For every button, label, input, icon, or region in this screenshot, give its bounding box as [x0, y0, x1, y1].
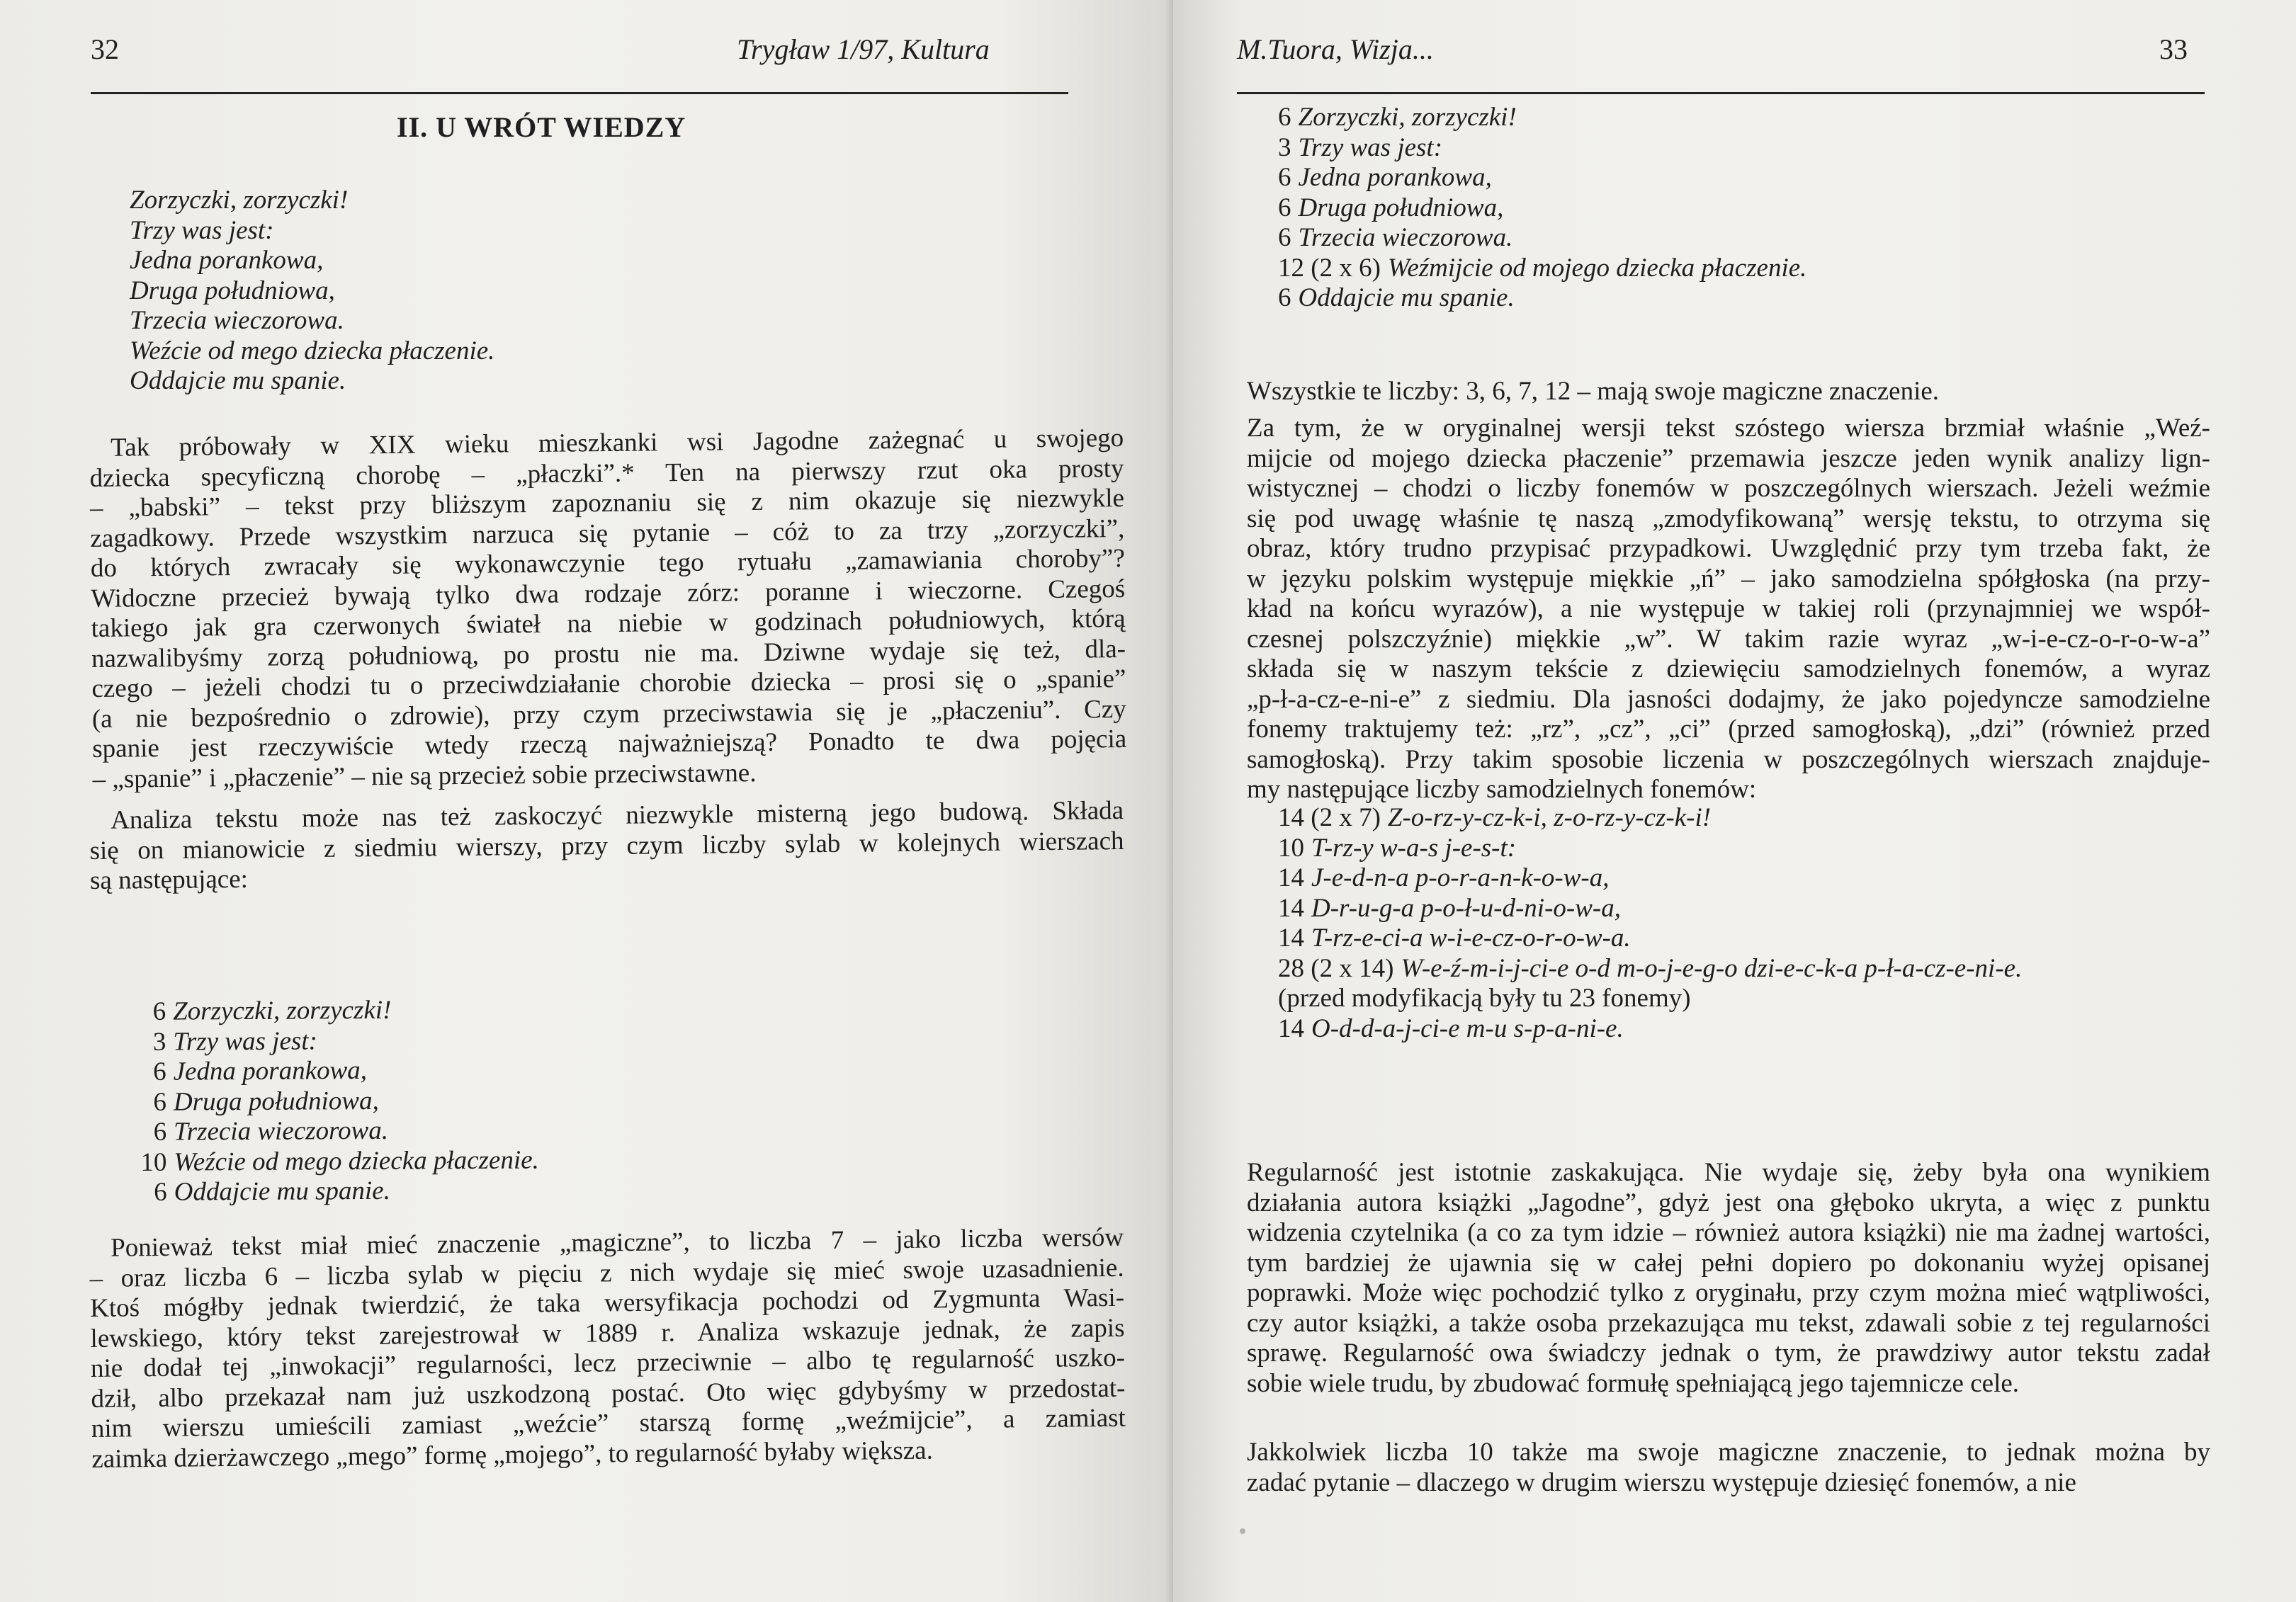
item-text: Druga południowa,: [173, 1086, 379, 1117]
text-line: spanie jest rzeczywiście wtedy rzeczą najważniejszą? Ponadto te dwa pojęcia: [92, 724, 1127, 763]
item-count: 6: [1278, 163, 1291, 192]
list-item: [1278, 254, 1806, 284]
text-line: widzenia czytelnika (a co za tym idzie – również autora książki) nie ma żadnej wartości,: [1247, 1218, 2210, 1247]
poem-line: Trzecia wieczorowa.: [130, 306, 344, 335]
item-count: 3: [1278, 132, 1291, 162]
list-note: (przed modyfikacją były tu 23 fonemy): [1278, 984, 1691, 1013]
item-count: 28 (2 x 14): [1278, 953, 1394, 983]
paper-speck: [1240, 1528, 1245, 1534]
item-count: 6: [153, 1057, 166, 1086]
text-line: się on mianowicie z siedmiu wierszy, przy czym liczby sylab w kolejnych wierszach: [89, 826, 1124, 865]
paragraph-7: [1247, 1438, 2210, 1498]
text-line: (a nie bezpośrednio o zdrowie), przy czym przeciwstawia się je „płaczeniu”. Czy: [91, 694, 1126, 734]
text-line: dziecka specyficzną chorobę – „płaczki”.* Ten na pierwszy rzut oka prosty: [89, 453, 1124, 493]
list-item: [135, 1145, 539, 1178]
poem-line: Zorzyczki, zorzyczki!: [130, 186, 349, 215]
phoneme-list: [1278, 803, 2022, 1044]
list-item: [135, 995, 538, 1028]
list-item: [135, 1115, 539, 1148]
item-count: 6: [1278, 223, 1291, 252]
item-text: Druga południowa,: [1298, 193, 1504, 222]
text-line: czego – jeżeli chodzi tu o przeciwdziałanie chorobie dziecka – prosi się o „spanie”: [91, 664, 1126, 703]
text-line: Regularność jest istotnie zaskakująca. Nie wydaje się, żeby była ona wynikiem: [1247, 1158, 2210, 1187]
syllable-list: [135, 995, 539, 1208]
item-count: 6: [1278, 193, 1291, 222]
list-item: [135, 1085, 539, 1118]
list-item: [1278, 103, 1806, 133]
item-text: Oddajcie mu spanie.: [1298, 283, 1515, 312]
item-text: Weźmijcie od mojego dziecka płaczenie.: [1387, 253, 1807, 283]
item-text: W-e-ź-m-i-j-ci-e o-d m-o-j-e-g-o dzi-e-c-k-a p-ł-a-cz-e-ni-e.: [1401, 953, 2023, 983]
text-line: „p-ł-a-cz-e-ni-e” z siedmiu. Dla jasności dodajmy, że jako pojedyncze samodzielne: [1247, 684, 2210, 714]
text-line: kład na końcu wyrazów), a nie występuje w takiej roli (przynajmniej we współ-: [1247, 594, 2210, 623]
text-line: wistycznej – chodzi o liczby fonemów w poszczególnych wierszach. Jeżeli weźmie: [1247, 474, 2210, 503]
text-line: Jakkolwiek liczba 10 także ma swoje magiczne znaczenie, to jednak można by: [1247, 1438, 2210, 1467]
text-line: nazwalibyśmy zorzą południową, po prostu nie ma. Dziwne wydaje się też, dla-: [91, 634, 1126, 674]
item-count: 14: [1278, 924, 1304, 953]
header-rule-right: [1237, 92, 2205, 94]
list-item: [1278, 283, 1806, 314]
poem-line: Trzy was jest:: [130, 215, 274, 245]
running-head-left: Trygław 1/97, Kultura: [737, 33, 990, 65]
text-line: w języku polskim występuje miękkie „ń” – jako samodzielna spółgłoska (na przy-: [1247, 564, 2210, 593]
text-line: Tak próbowały w XIX wieku mieszkanki wsi Jagodne zażegnać u swojego: [110, 423, 1124, 462]
text-line: się pod uwagę właśnie tę naszą „zmodyfikowaną” wersję tekstu, to otrzyma się: [1247, 504, 2210, 533]
text-line: samogłoską). Przy takim sposobie liczenia w poszczególnych wierszach znajduje-: [1247, 744, 2210, 774]
list-item: [1278, 863, 2022, 894]
text-line: czy autor książki, a także osoba przekazująca mu tekst, zdawali sobie z tej regularności: [1247, 1308, 2210, 1338]
text-line: sprawę. Regularność owa świadczy jednak o tym, że prawdziwy autor tekstu zadał: [1247, 1339, 2210, 1368]
poem-line: Jedna porankowa,: [130, 246, 324, 275]
poem-line: Oddajcie mu spanie.: [130, 366, 346, 395]
text-line: fonemy traktujemy też: „rz”, „cz”, „ci” (przed samogłoską), „dzi” (również przed: [1247, 715, 2210, 744]
list-item: [1278, 163, 1806, 193]
list-item: [1278, 894, 2022, 924]
syllable-list-modified: [1278, 103, 1806, 314]
running-head-right: M.Tuora, Wizja...: [1237, 33, 1434, 65]
header-rule-left: [91, 92, 1068, 94]
text-line: zagadkowy. Przede wszystkim narzuca się pytanie – cóż to za trzy „zorzyczki”,: [90, 513, 1125, 553]
item-text: Trzecia wieczorowa.: [1298, 223, 1513, 252]
item-text: D-r-u-g-a p-o-ł-u-d-ni-o-w-a,: [1311, 893, 1621, 923]
paragraph-3: [89, 1223, 1126, 1475]
section-title: II. U WRÓT WIEDZY: [397, 111, 686, 143]
item-count: 6: [154, 1177, 167, 1207]
item-text: Z-o-rz-y-cz-k-i, z-o-rz-y-cz-k-i!: [1387, 803, 1712, 832]
item-count: 6: [153, 1117, 167, 1147]
item-text: T-rz-y w-a-s j-e-s-t:: [1311, 833, 1517, 863]
list-item: [1278, 133, 1806, 164]
text-line: sobie wiele trudu, by zbudować formułę spełniającą jego tajemnicze cele.: [1247, 1368, 2020, 1398]
list-item: [1278, 223, 1806, 254]
item-text: J-e-d-n-a p-o-r-a-n-k-o-w-a,: [1311, 863, 1610, 892]
text-line: Widoczne przecież bywają tylko dwa rodzaje zórz: poranne i wieczorne. Czegoś: [91, 574, 1126, 613]
item-text: Weźcie od mego dziecka płaczenie.: [174, 1145, 539, 1177]
item-count: 10: [1278, 833, 1304, 863]
text-line: Wszystkie te liczby: 3, 6, 7, 12 – mają swoje magiczne znaczenie.: [1247, 377, 1940, 406]
right-page: [1173, 0, 2296, 1602]
paragraph-6: [1247, 1158, 2210, 1399]
text-line: my następujące liczby samodzielnych fonemów:: [1247, 775, 1757, 804]
item-text: Trzecia wieczorowa.: [174, 1115, 389, 1147]
list-item: [135, 1055, 539, 1088]
text-line: Analiza tekstu może nas też zaskoczyć niezwykle misterną jego budową. Składa: [110, 795, 1124, 835]
item-count: 6: [153, 1087, 167, 1117]
paragraph-1: [89, 424, 1127, 795]
item-count: 6: [1278, 283, 1291, 312]
item-text: Jedna porankowa,: [1298, 163, 1492, 192]
text-line: nie dodał tej „inwokacji” regularności, lecz przeciwnie – albo tę regularność uszko-: [90, 1343, 1126, 1383]
item-text: O-d-d-a-j-ci-e m-u s-p-a-ni-e.: [1311, 1013, 1624, 1043]
list-item: [1278, 954, 2022, 984]
text-line: zadać pytanie – dlaczego w drugim wierszu występuje dziesięć fonemów, a nie: [1247, 1467, 2076, 1497]
item-count: 12 (2 x 6): [1278, 253, 1381, 283]
list-item: [1278, 1014, 2022, 1045]
item-count: 6: [152, 996, 166, 1026]
text-line: mijcie od mojego dziecka płaczenie” przemawia jeszcze jeden wynik analizy lign-: [1247, 443, 2210, 473]
item-text: Zorzyczki, zorzyczki!: [1298, 103, 1517, 132]
text-line: nim wierszu umieścili zamiast „weźcie” starszą formę „weźmijcie”, a zamiast: [91, 1403, 1126, 1443]
text-line: do których zwracały się wykonawczynie tego rytuału „zamawiania choroby”?: [90, 543, 1125, 583]
item-count: 6: [1278, 103, 1291, 132]
text-line: Ponieważ tekst miał mieć znaczenie „magiczne”, to liczba 7 – jako liczba wersów: [110, 1222, 1124, 1263]
text-line: działania autora książki „Jagodne”, gdyż jest ona głęboko ukryta, a więc z punktu: [1247, 1188, 2210, 1217]
item-text: Zorzyczki, zorzyczki!: [172, 995, 392, 1026]
text-line: zaimka dzierżawczego „mego” formę „mojego”, to regularność byłaby większa.: [91, 1436, 934, 1474]
item-count: 14: [1278, 1013, 1304, 1043]
item-text: T-rz-e-ci-a w-i-e-cz-o-r-o-w-a.: [1311, 924, 1631, 953]
text-line: Za tym, że w oryginalnej wersji tekst szóstego wiersza brzmiał właśnie „Weź-: [1247, 414, 2210, 443]
paragraph-5: [1247, 414, 2210, 805]
text-line: dził, albo przekazał nam już uszkodzoną postać. Oto więc gdybyśmy w przedostat-: [91, 1373, 1126, 1414]
paragraph-2: [89, 796, 1124, 897]
poem-line: Weźcie od mego dziecka płaczenie.: [130, 336, 495, 365]
item-text: Oddajcie mu spanie.: [174, 1176, 391, 1207]
list-item: [1278, 193, 1806, 224]
item-text: Trzy was jest:: [1298, 132, 1443, 162]
text-line: obraz, który trudno przypisać przypadkowi. Uwzględnić przy tym trzeba fakt, że: [1247, 534, 2210, 563]
text-line: – „spanie” i „płaczenie” – nie są przecież sobie przeciwstawne.: [92, 758, 757, 794]
item-count: 3: [152, 1027, 166, 1057]
text-line: Ktoś mógłby jednak twierdzić, że taka wersyfikacja pochodzi od Zygmunta Wasi-: [89, 1283, 1125, 1323]
list-item: [135, 1025, 538, 1057]
poem-line: Druga południowa,: [130, 275, 335, 305]
item-count: 14 (2 x 7): [1278, 803, 1381, 832]
text-line: – „babski” – tekst przy bliższym zapoznaniu się z nim okazuje się niezwykle: [89, 483, 1125, 523]
text-line: składa się w naszym tekście z dziewięciu samodzielnych fonemów, a wyraz: [1247, 654, 2210, 683]
list-item: [1278, 924, 2022, 954]
text-line: są następujące:: [89, 864, 249, 895]
text-line: poprawki. Może więc pochodzić tylko z oryginału, przy czym można mieć wątpliwości,: [1247, 1278, 2210, 1307]
text-line: tym bardziej że ujawnia się w całej pełni dopiero po dokonaniu wyżej opisanej: [1247, 1248, 2210, 1278]
item-text: Jedna porankowa,: [173, 1055, 368, 1086]
item-count: 14: [1278, 893, 1304, 923]
list-item: [1278, 803, 2022, 834]
paragraph-4: [1247, 377, 2210, 407]
page-number-left: 32: [91, 33, 119, 65]
list-item: [136, 1176, 540, 1208]
item-text: Trzy was jest:: [173, 1026, 318, 1057]
item-count: 10: [140, 1147, 167, 1177]
text-line: czesnej polszczyźnie) miękkie „w”. W takim razie wyraz „w-i-e-cz-o-r-o-w-a”: [1247, 624, 2210, 654]
poem-block: [130, 186, 494, 397]
page-number-right: 33: [2159, 33, 2188, 65]
text-line: lewskiego, który tekst zarejestrował w 1889 r. Analiza wskazuje jednak, że zapis: [90, 1313, 1125, 1353]
text-line: – oraz liczba 6 – liczba sylab w pięciu z nich wydaje się mieć swoje uzasadnienie.: [89, 1253, 1124, 1293]
item-count: 14: [1278, 863, 1304, 892]
list-item: [1278, 834, 2022, 864]
text-line: takiego jak gra czerwonych świateł na niebie w godzinach południowych, którą: [91, 603, 1126, 643]
